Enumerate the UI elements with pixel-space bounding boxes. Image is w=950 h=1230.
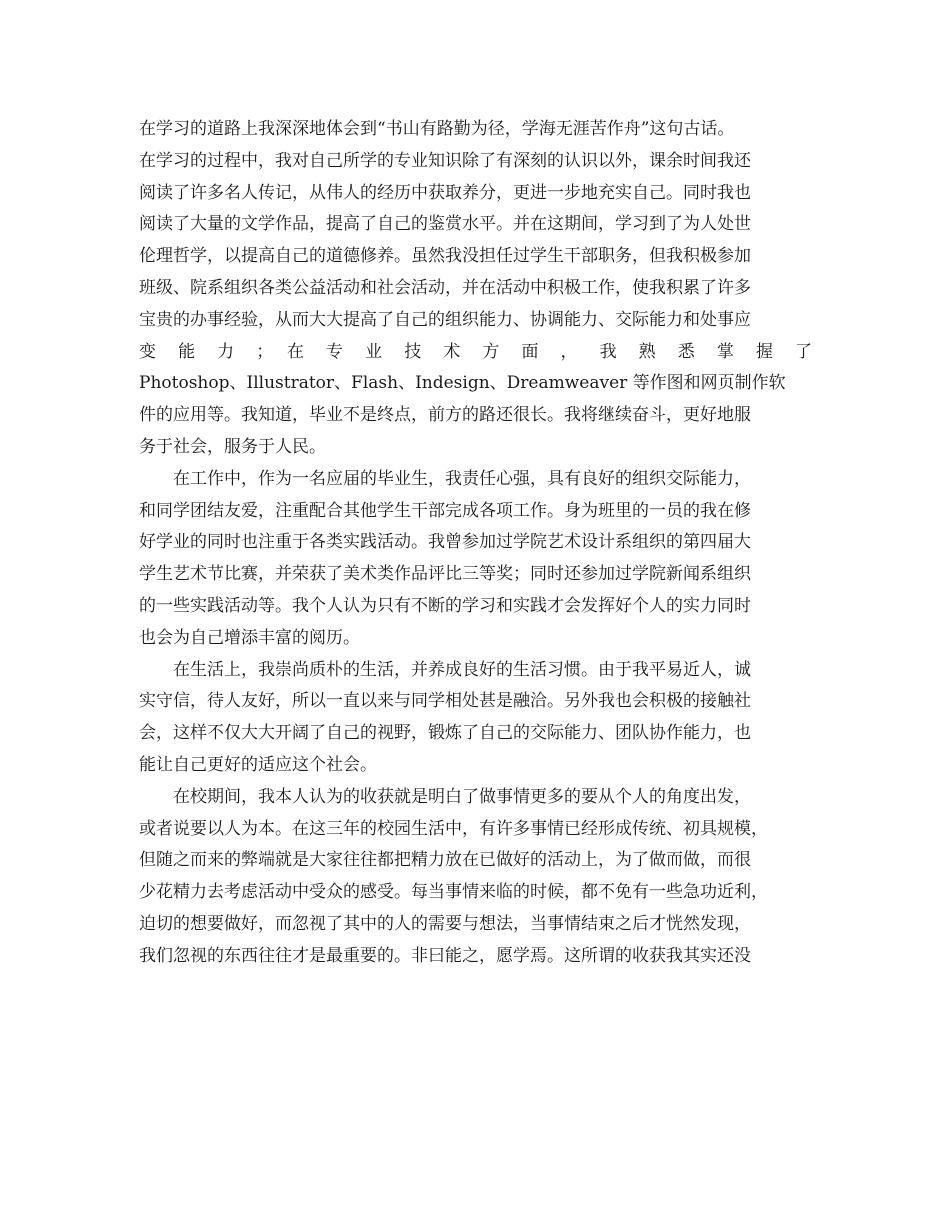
paragraph-study [139,114,812,464]
text-line: 我们忽视的东西往往才是最重要的。非曰能之，愿学焉。这所谓的收获我其实还没 [139,945,751,966]
paragraph-campus [139,782,812,973]
text-line: 班级、院系组织各类公益活动和社会活动，并在活动中积极工作，使我积累了许多 [139,277,751,298]
document-body [139,114,812,973]
text-line: 在学习的道路上我深深地体会到“书山有路勤为径，学海无涯苦作舟”这句古话。 [139,119,735,139]
text-line: 会，这样不仅大大开阔了自己的视野，锻炼了自己的交际能力、团队协作能力，也 [139,723,751,744]
text-line: 少花精力去考虑活动中受众的感受。每当事情来临的时候，都不免有一些急功近利， [139,882,768,903]
text-line: 阅读了大量的文学作品，提高了自己的鉴赏水平。并在这期间，学习到了为人处世 [139,214,751,235]
text-line: 和同学团结友爱，注重配合其他学生干部完成各项工作。身为班里的一员的我在修 [139,500,751,521]
text-line: 件的应用等。我知道，毕业不是终点，前方的路还很长。我将继续奋斗，更好地服 [139,405,751,426]
text-line: 务于社会，服务于人民。 [139,436,326,457]
text-line: 的一些实践活动等。我个人认为只有不断的学习和实践才会发挥好个人的实力同时 [139,595,751,616]
text-line: 学生艺术节比赛，并荣获了美术类作品评比三等奖；同时还参加过学院新闻系组织 [139,564,751,585]
text-line: 变 能 力 ； 在 专 业 技 术 方 面 ， 我 熟 悉 掌 握 了 [139,341,812,362]
paragraph-work [139,464,812,655]
text-line: 好学业的同时也注重于各类实践活动。我曾参加过学院艺术设计系组织的第四届大 [139,532,751,553]
paragraph-life [139,655,812,782]
text-line: 在工作中，作为一名应届的毕业生，我责任心强，具有良好的组织交际能力， [173,468,751,489]
text-line: Photoshop、Illustrator、Flash、Indesign、Dreamweaver 等作图和网页制作软 [139,373,786,394]
text-line: 在生活上，我崇尚质朴的生活，并养成良好的生活习惯。由于我平易近人，诚 [173,659,751,680]
text-line: 能让自己更好的适应这个社会。 [139,754,377,775]
text-line: 或者说要以人为本。在这三年的校园生活中，有许多事情已经形成传统、初具规模， [139,818,768,839]
text-line: 宝贵的办事经验，从而大大提高了自己的组织能力、协调能力、交际能力和处事应 [139,309,751,330]
text-line: 在校期间，我本人认为的收获就是明白了做事情更多的要从个人的角度出发， [173,786,751,807]
text-line: 迫切的想要做好，而忽视了其中的人的需要与想法，当事情结束之后才恍然发现， [139,913,751,934]
text-line: 也会为自己增添丰富的阅历。 [139,627,360,648]
text-line: 阅读了许多名人传记，从伟人的经历中获取养分，更进一步地充实自己。同时我也 [139,182,751,203]
text-line: 但随之而来的弊端就是大家往往都把精力放在已做好的活动上，为了做而做，而很 [139,850,751,871]
text-line: 在学习的过程中，我对自己所学的专业知识除了有深刻的认识以外，课余时间我还 [139,150,751,171]
text-line: 伦理哲学，以提高自己的道德修养。虽然我没担任过学生干部职务，但我积极参加 [139,246,751,267]
text-line: 实守信，待人友好，所以一直以来与同学相处甚是融洽。另外我也会积极的接触社 [139,691,751,712]
